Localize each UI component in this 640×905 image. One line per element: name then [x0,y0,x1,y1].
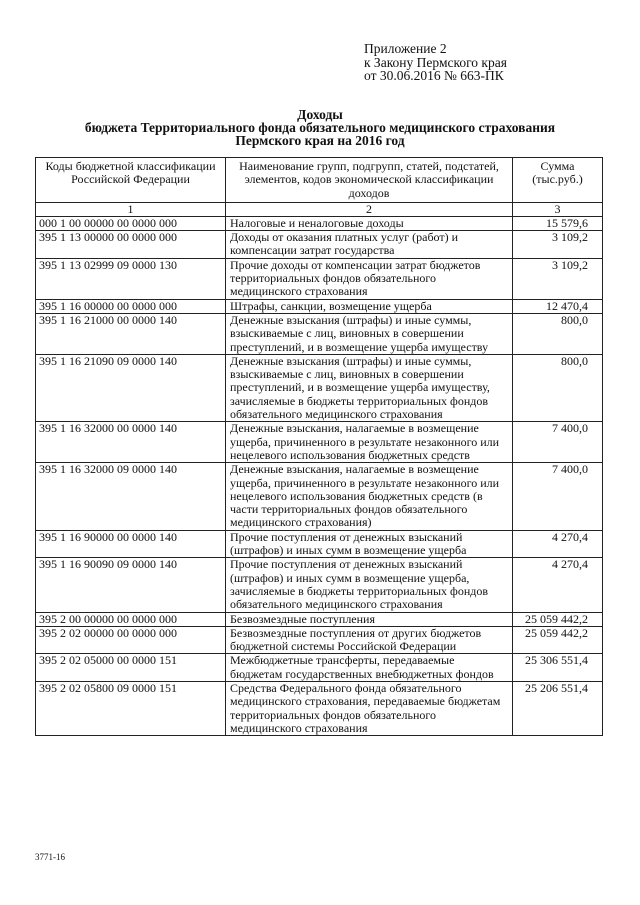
name-cell: Денежные взыскания, налагаемые в возмещение ущерба, причиненного в результате незаконного или нецелевого использования бюджетных средств [226,422,513,463]
name-cell: Безвозмездные поступления от других бюджетов бюджетной системы Российской Федерации [226,626,513,654]
column-number: 3 [513,202,603,216]
sum-cell: 25 059 442,2 [513,612,603,626]
table-row [36,558,603,612]
table-row [36,216,603,230]
sum-cell: 25 306 551,4 [513,654,603,682]
annex-line-1: Приложение 2 [364,41,447,56]
sum-cell: 800,0 [513,313,603,354]
name-cell: Налоговые и неналоговые доходы [226,216,513,230]
table-header-row [36,158,603,203]
table-row [36,612,603,626]
table-row [36,313,603,354]
sum-cell: 7 400,0 [513,463,603,530]
name-cell: Прочие доходы от компенсации затрат бюджетов территориальных фондов обязательного медицинского страхования [226,258,513,299]
column-number: 2 [226,202,513,216]
table-row [36,299,603,313]
code-cell: 395 1 16 21000 00 0000 140 [36,313,226,354]
table-row [36,258,603,299]
code-cell: 395 1 16 32000 09 0000 140 [36,463,226,530]
code-cell: 395 1 13 02999 09 0000 130 [36,258,226,299]
column-number: 1 [36,202,226,216]
table-body [36,216,603,735]
code-cell: 395 2 02 00000 00 0000 000 [36,626,226,654]
table-row [36,681,603,735]
table-row [36,626,603,654]
sum-cell: 15 579,6 [513,216,603,230]
table-row [36,231,603,259]
title-line-2: бюджета Территориального фонда обязательного медицинского страхования [84,120,556,135]
code-cell: 395 1 16 90000 00 0000 140 [36,530,226,558]
sum-cell: 7 400,0 [513,422,603,463]
sum-cell: 25 059 442,2 [513,626,603,654]
table-row [36,354,603,421]
sum-cell: 800,0 [513,354,603,421]
name-cell: Доходы от оказания платных услуг (работ) и компенсации затрат государства [226,231,513,259]
name-cell: Денежные взыскания (штрафы) и иные суммы, взыскиваемые с лиц, виновных в совершении преступлений, и в возмещение ущерба имуществу [226,313,513,354]
revenue-table [35,157,603,736]
annex-block [364,42,507,83]
name-cell: Прочие поступления от денежных взысканий (штрафов) и иных сумм в возмещение ущерба [226,530,513,558]
code-cell: 395 1 16 90090 09 0000 140 [36,558,226,612]
header-name: Наименование групп, подгрупп, статей, подстатей, элементов, кодов экономической классификации доходов [226,158,513,203]
name-cell: Межбюджетные трансферты, передаваемые бюджетам государственных внебюджетных фондов [226,654,513,682]
header-code: Коды бюджетной классификации Российской Федерации [36,158,226,203]
column-number-row [36,202,603,216]
name-cell: Денежные взыскания, налагаемые в возмещение ущерба, причиненного в результате незаконного или нецелевого использования бюджетных средств (в части территориальных фондов обязательного медицинского страхования) [226,463,513,530]
document-number: 3771-16 [35,852,65,862]
page-title [0,108,640,147]
title-line-1: Доходы [297,107,343,122]
table-row [36,530,603,558]
code-cell: 395 2 02 05800 09 0000 151 [36,681,226,735]
code-cell: 395 2 02 05000 00 0000 151 [36,654,226,682]
header-sum: Сумма (тыс.руб.) [513,158,603,203]
sum-cell: 12 470,4 [513,299,603,313]
sum-cell: 4 270,4 [513,558,603,612]
table-row [36,654,603,682]
sum-cell: 3 109,2 [513,231,603,259]
name-cell: Средства Федерального фонда обязательного медицинского страхования, передаваемые бюджетам территориальных фондов обязательного медицинского страхования [226,681,513,735]
code-cell: 395 1 16 32000 00 0000 140 [36,422,226,463]
annex-line-3: от 30.06.2016 № 663-ПК [364,68,504,83]
name-cell: Прочие поступления от денежных взысканий (штрафов) и иных сумм в возмещение ущерба, зачисляемые в бюджеты территориальных фондов обязательного медицинского страхования [226,558,513,612]
code-cell: 395 1 13 00000 00 0000 000 [36,231,226,259]
code-cell: 000 1 00 00000 00 0000 000 [36,216,226,230]
sum-cell: 4 270,4 [513,530,603,558]
table-row [36,422,603,463]
title-line-3: Пермского края на 2016 год [235,133,405,148]
name-cell: Штрафы, санкции, возмещение ущерба [226,299,513,313]
sum-cell: 25 206 551,4 [513,681,603,735]
code-cell: 395 2 00 00000 00 0000 000 [36,612,226,626]
code-cell: 395 1 16 00000 00 0000 000 [36,299,226,313]
code-cell: 395 1 16 21090 09 0000 140 [36,354,226,421]
name-cell: Денежные взыскания (штрафы) и иные суммы, взыскиваемые с лиц, виновных в совершении преступлений, и в возмещение ущерба имуществу, зачисляемые в бюджеты территориальных фондов обязательного медицинского страхования [226,354,513,421]
sum-cell: 3 109,2 [513,258,603,299]
annex-line-2: к Закону Пермского края [364,54,507,70]
table-row [36,463,603,530]
name-cell: Безвозмездные поступления [226,612,513,626]
